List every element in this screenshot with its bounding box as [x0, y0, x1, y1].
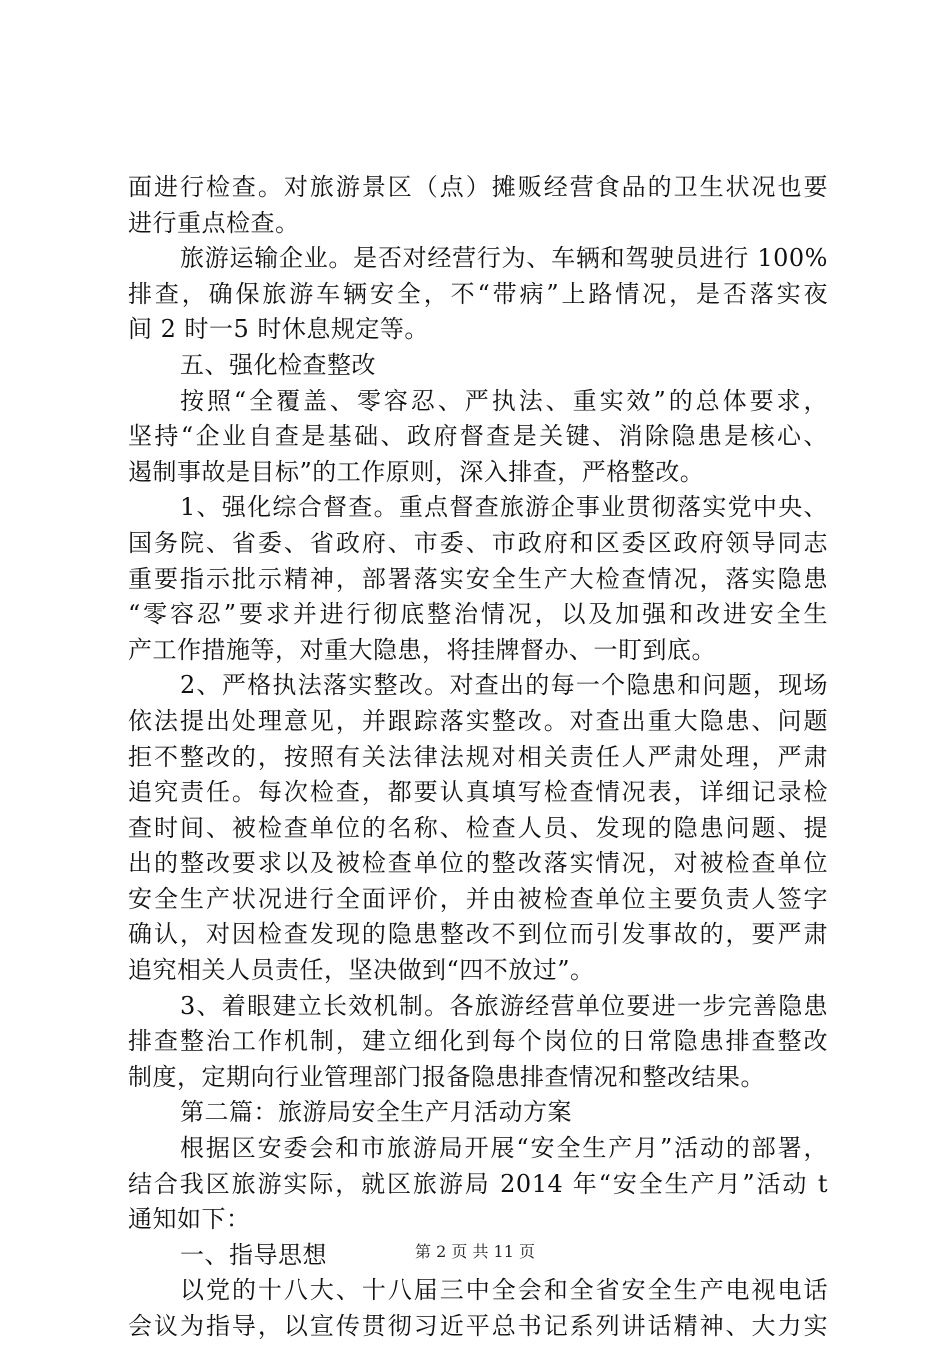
text-line: 遏制事故是目标”的工作原则，深入排查，严格整改。 — [128, 457, 705, 486]
text-line: “零容忍”要求并进行彻底整治情况，以及加强和改进安全生 — [128, 600, 828, 629]
text-line: 出的整改要求以及被检查单位的整改落实情况，对被检查单位 — [128, 849, 828, 878]
text-line: 根据区安委会和市旅游局开展“安全生产月”活动的部署， — [180, 1134, 828, 1163]
text-line: 排查，确保旅游车辆安全，不“带病”上路情况，是否落实夜 — [128, 279, 828, 308]
text-line: 会议为指导，以宣传贯彻习近平总书记系列讲话精神、大力实 — [128, 1312, 828, 1340]
text-line: 进行重点检查。 — [128, 208, 300, 237]
section-heading: 一、指导思想 — [180, 1240, 327, 1269]
section-heading: 五、强化检查整改 — [180, 350, 376, 379]
text-line: 结合我区旅游实际，就区旅游局 2014 年“安全生产月”活动 t — [128, 1169, 828, 1198]
document-body — [128, 170, 828, 1345]
text-line: 旅游运输企业。是否对经营行为、车辆和驾驶员进行 100% — [180, 244, 828, 273]
text-line: 重要指示批示精神，部署落实安全生产大检查情况，落实隐患 — [128, 564, 828, 593]
text-line: 国务院、省委、省政府、市委、市政府和区委区政府领导同志 — [128, 528, 828, 557]
text-line: 追究相关人员责任，坚决做到“四不放过”。 — [128, 956, 595, 985]
text-line: 间 2 时一5 时休息规定等。 — [128, 315, 429, 344]
text-line: 产工作措施等，对重大隐患，将挂牌督办、一盯到底。 — [128, 635, 716, 664]
text-line: 通知如下： — [128, 1205, 251, 1234]
text-line: 1、强化综合督查。重点督查旅游企事业贯彻落实党中央、 — [180, 493, 828, 522]
chapter-heading: 第二篇：旅游局安全生产月活动方案 — [180, 1098, 572, 1127]
page-footer: 第 2 页 共 11 页 — [415, 1242, 535, 1261]
text-line: 追究责任。每次检查，都要认真填写检查情况表，详细记录检 — [128, 778, 828, 807]
text-line: 查时间、被检查单位的名称、检查人员、发现的隐患问题、提 — [128, 813, 828, 842]
text-line: 以党的十八大、十八届三中全会和全省安全生产电视电话 — [180, 1276, 828, 1305]
text-line: 依法提出处理意见，并跟踪落实整改。对查出重大隐患、问题 — [128, 706, 828, 735]
text-line: 拒不整改的，按照有关法律法规对相关责任人严肃处理，严肃 — [128, 742, 828, 771]
text-line: 按照“全覆盖、零容忍、严执法、重实效”的总体要求， — [180, 386, 828, 415]
text-line: 坚持“企业自查是基础、政府督查是关键、消除隐患是核心、 — [128, 422, 828, 451]
text-line: 确认，对因检查发现的隐患整改不到位而引发事故的，要严肃 — [128, 920, 828, 949]
text-line: 安全生产状况进行全面评价，并由被检查单位主要负责人签字 — [128, 884, 828, 913]
text-line: 排查整治工作机制，建立细化到每个岗位的日常隐患排查整改 — [128, 1027, 828, 1056]
text-line: 制度，定期向行业管理部门报备隐患排查情况和整改结果。 — [128, 1062, 765, 1091]
text-line: 2、严格执法落实整改。对查出的每一个隐患和问题，现场 — [180, 671, 828, 700]
text-line: 面进行检查。对旅游景区（点）摊贩经营食品的卫生状况也要 — [128, 173, 828, 201]
text-line: 3、着眼建立长效机制。各旅游经营单位要进一步完善隐患 — [180, 991, 828, 1020]
